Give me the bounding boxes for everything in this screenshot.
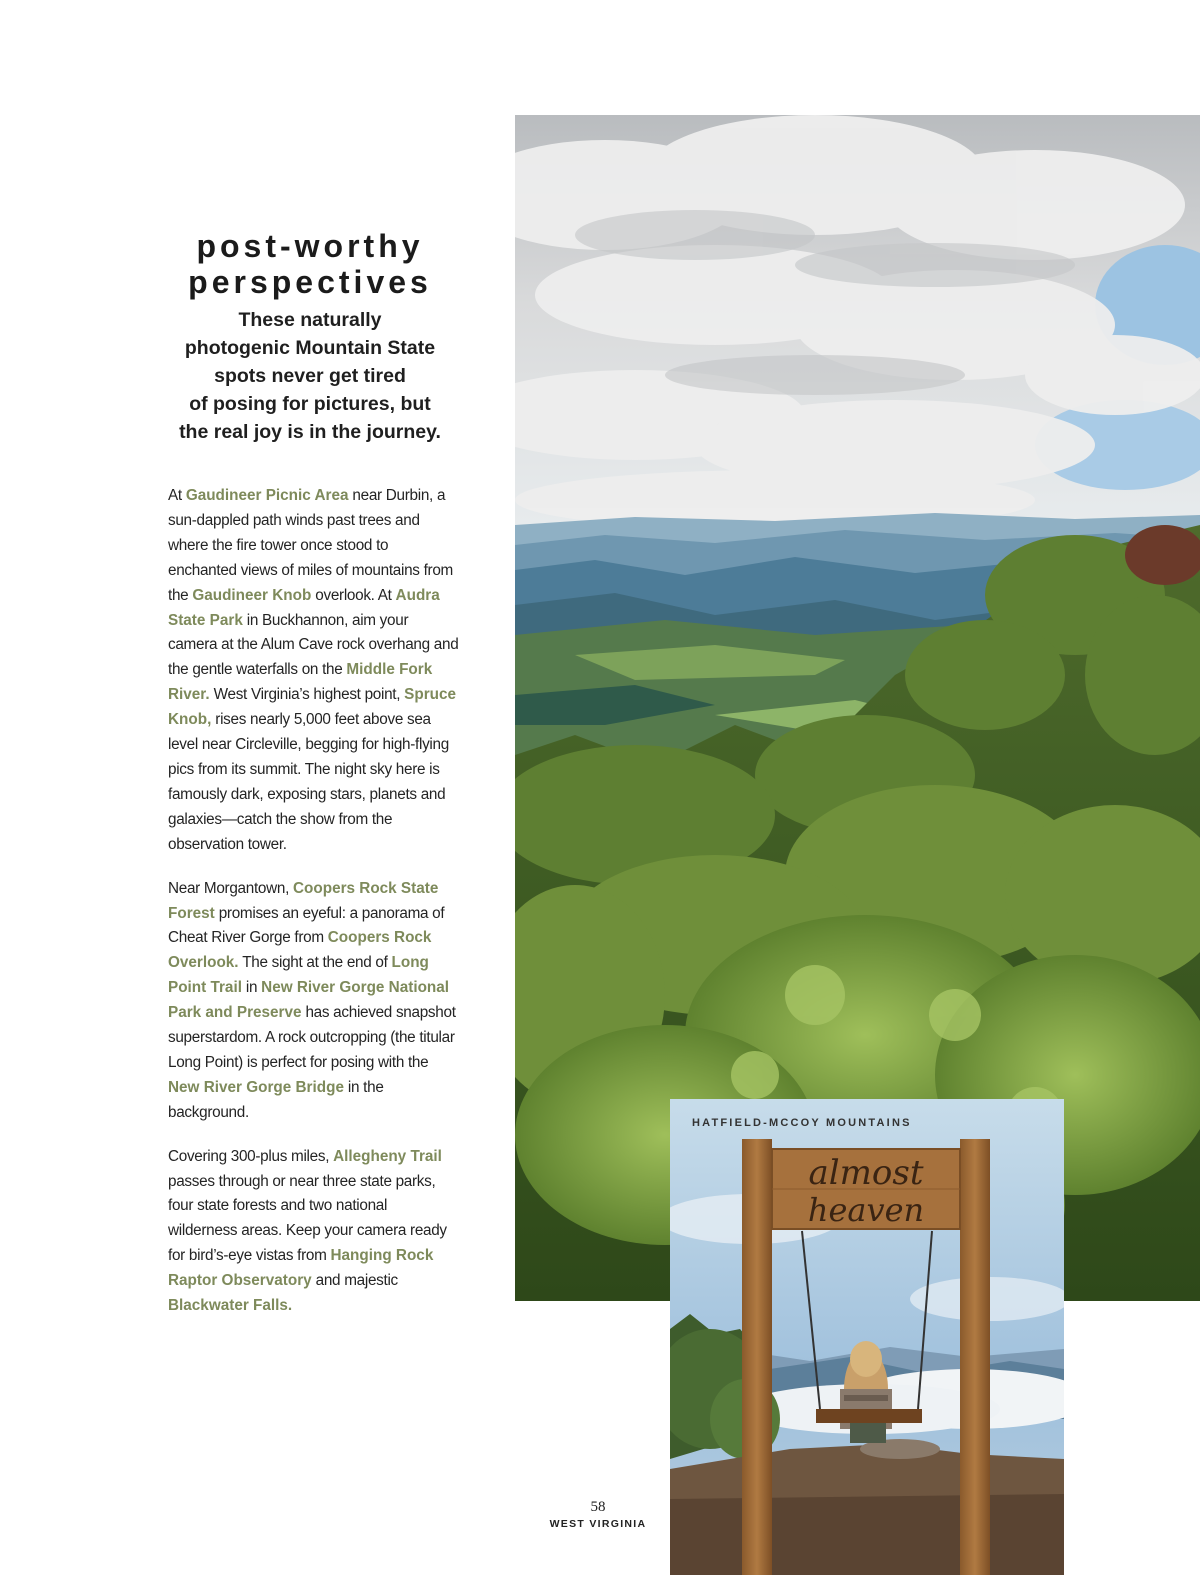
place-name: Coopers Rock State Forest (168, 879, 439, 922)
place-name: Audra State Park (168, 586, 440, 629)
swing-scene (670, 1099, 1064, 1575)
place-name: Coopers Rock Overlook. (168, 929, 432, 972)
place-name: Long Point Trail (168, 954, 429, 997)
page-number: 58 (590, 1499, 606, 1515)
article-body (168, 484, 460, 1338)
article-subhead (160, 306, 460, 446)
page-footer (540, 1498, 656, 1532)
place-name: New River Gorge National Park and Preserve (168, 979, 450, 1022)
text-run: rises nearly 5,000 feet above sea level near Circleville, begging for high-flying pics from its summit. The night sky here is famously dark, exposing stars, planets and galaxies—catch the show from the observation tower. (168, 711, 449, 853)
text-run: passes through or near three state parks, four state forests and two national wilderness areas. Keep your camera ready for bird’s-eye vistas from (168, 1172, 447, 1265)
photo-location-label: HATFIELD-MCCOY MOUNTAINS (692, 1117, 912, 1129)
text-run: Covering 300-plus miles, (168, 1147, 334, 1165)
article-heading (160, 228, 460, 300)
text-run: The sight at the end of (238, 954, 392, 972)
place-name: New River Gorge Bridge (168, 1078, 344, 1096)
heading-line-1: post-worthy (196, 228, 424, 264)
text-run: promises an eyeful: a panorama of Cheat River Gorge from (168, 904, 445, 947)
place-name: Gaudineer Knob (192, 586, 312, 604)
text-run: in Buckhannon, aim your camera at the Alum Cave rock overhang and the gentle waterfalls on the (168, 611, 459, 679)
place-name: Gaudineer Picnic Area (185, 487, 349, 504)
text-run: in the background. (168, 1078, 384, 1121)
paragraph-2 (168, 877, 460, 1126)
place-name: Blackwater Falls. (168, 1297, 293, 1315)
sign-text-line-2: heaven (807, 1191, 925, 1229)
subhead-line: These naturally (238, 309, 382, 331)
subhead-line: of posing for pictures, but (189, 393, 431, 415)
place-name: Middle Fork River. (168, 661, 433, 704)
text-run: near Durbin, a sun-dappled path winds past trees and where the fire tower once stood to enchanted views of miles of mountains from the (168, 487, 453, 604)
place-name: Hanging Rock Raptor Observatory (168, 1247, 434, 1290)
text-run: overlook. At (311, 586, 396, 604)
sign-text-line-1: almost (808, 1153, 924, 1193)
paragraph-1 (168, 484, 460, 858)
publication-name: WEST VIRGINIA (549, 1518, 647, 1530)
paragraph-3 (168, 1145, 460, 1319)
text-run: and majestic (311, 1272, 398, 1290)
place-name: Allegheny Trail (333, 1147, 442, 1165)
text-run: West Virginia’s highest point, (209, 686, 405, 704)
text-run: At (168, 487, 186, 504)
text-run: Near Morgantown, (168, 879, 293, 897)
text-run: has achieved snapshot superstardom. A rock outcropping (the titular Long Point) is perfect for posing with the (168, 1004, 456, 1071)
subhead-line: photogenic Mountain State (184, 337, 436, 359)
heading-line-2: perspectives (188, 264, 432, 300)
swing-photo (670, 1099, 1064, 1575)
text-run: in (241, 979, 262, 997)
place-name: Spruce Knob, (168, 686, 457, 729)
subhead-line: spots never get tired (214, 365, 406, 387)
subhead-line: the real joy is in the journey. (179, 421, 441, 443)
